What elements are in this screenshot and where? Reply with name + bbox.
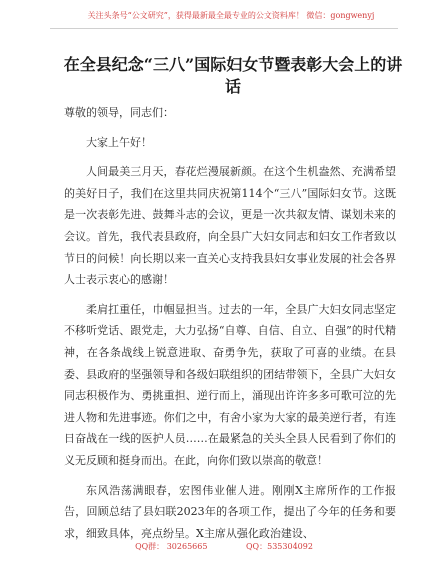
header-promo-text: 关注头条号“公文研究”，获得最新最全最专业的公文资料库！ 微信：gongwenyj [87, 11, 375, 20]
document-body [64, 102, 396, 552]
header-divider [50, 28, 398, 29]
footer-contact [0, 541, 448, 553]
document-title: 在全县纪念“三八”国际妇女节暨表彰大会上的讲话 [63, 55, 403, 96]
paragraph-3: 东风浩荡满眼春，宏图伟业催人进。刚刚X主席所作的工作报告，回顾总结了县妇联2023年的各项工作，提出了今年的任务和要求，细致具体，亮点纷呈。X主席从强化政治建设、 [64, 483, 396, 540]
footer-qq-group: QQ群： 30265665 [135, 542, 208, 551]
salutation: 尊敬的领导，同志们： [64, 106, 174, 119]
greeting: 大家上午好！ [86, 135, 152, 149]
footer-qq: QQ：535304092 [246, 542, 313, 551]
paragraph-1: 人间最美三月天，春花烂漫展新颜。在这个生机盎然、充满希望的美好日子，我们在这里共同庆祝第114个“三八”国际妇女节。这既是一次表彰先进、鼓舞斗志的会议，更是一次共叙友情、谋划未来的会议。首先，我代表县政府，向全县广大妇女同志和妇女工作者致以节日的问候！向长期以来一直关心支持我县妇女事业发展的社会各界人士表示衷心的感谢！ [64, 165, 396, 287]
paragraph-2: 柔肩扛重任，巾帼显担当。过去的一年，全县广大妇女同志坚定不移听党话、跟党走，大力弘扬“自尊、自信、自立、自强”的时代精神，在各条战线上锐意进取、奋勇争先，获取了可喜的业绩。在县委、县政府的坚强领导和各级妇联组织的团结带领下，全县广大妇女同志积极作为、勇挑重担、逆行而上，涌现出许许多多可歌可泣的先进人物和先进事迹。你们之中，有舍小家为大家的最美逆行者，有连日奋战在一线的医护人员……在最紧急的关头全县人民看到了你们的义无反顾和挺身而出。在此，向你们致以崇高的敬意！ [64, 302, 396, 467]
